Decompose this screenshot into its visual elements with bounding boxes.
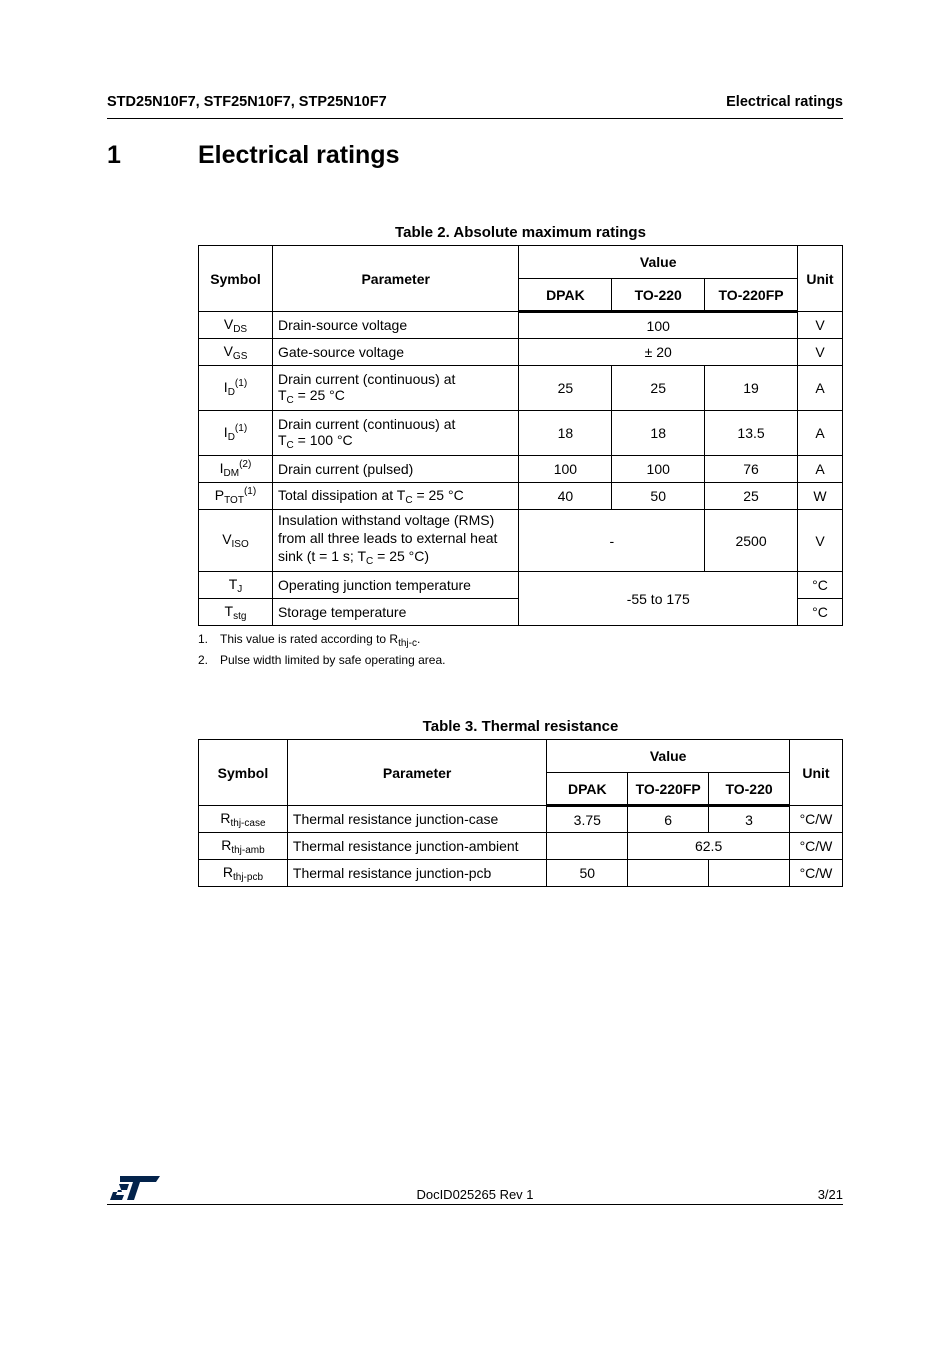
col-symbol: Symbol <box>199 246 273 312</box>
section-number: 1 <box>107 141 121 169</box>
symbol-cell: $R_{thj-case}$ <box>199 806 288 833</box>
table-row <box>199 860 843 887</box>
note-item: 2. Pulse width limited by safe operating area. <box>198 653 446 667</box>
parameter-cell: Operating junction temperature <box>272 572 519 599</box>
table-notes <box>198 632 445 674</box>
col-parameter: Parameter <box>272 246 519 312</box>
parameter-cell: Insulation withstand voltage (RMS) from all three leads to external heat sink (t = 1 s; $T_C = 25$ °C) <box>272 510 519 572</box>
header-section: Electrical ratings <box>726 94 843 110</box>
unit-cell: A <box>797 411 842 456</box>
value-cell: 25 <box>519 366 612 411</box>
value-cell: 62.5 <box>628 833 790 860</box>
table-row <box>199 483 843 510</box>
unit-cell: A <box>797 366 842 411</box>
value-cell: 2500 <box>705 510 798 572</box>
parameter-cell: Thermal resistance junction-ambient <box>287 833 546 860</box>
thermal-resistance-table <box>198 739 843 887</box>
value-cell: 50 <box>547 860 628 887</box>
value-cell: 18 <box>612 411 705 456</box>
doc-id: DocID025265 Rev 1 <box>416 1187 534 1202</box>
table-row <box>199 833 843 860</box>
col-unit: Unit <box>797 246 842 312</box>
col-dpak: DPAK <box>547 773 628 806</box>
col-dpak: DPAK <box>519 279 612 312</box>
value-cell: -55 to 175 <box>519 572 798 626</box>
value-cell: 25 <box>612 366 705 411</box>
symbol-cell: $V_{GS}$ <box>199 339 273 366</box>
value-cell: 3 <box>709 806 790 833</box>
value-cell: 19 <box>705 366 798 411</box>
symbol-cell: $V_{ISO}$ <box>199 510 273 572</box>
table-row <box>199 366 843 411</box>
table-row <box>199 806 843 833</box>
unit-cell: V <box>797 339 842 366</box>
symbol-cell: $T_J$ <box>199 572 273 599</box>
col-parameter: Parameter <box>287 740 546 806</box>
unit-cell: W <box>797 483 842 510</box>
section-title: Electrical ratings <box>198 141 400 169</box>
col-value: Value <box>519 246 798 279</box>
table-row <box>199 572 843 599</box>
table-row <box>199 312 843 339</box>
col-symbol: Symbol <box>199 740 288 806</box>
symbol-cell: $R_{thj-pcb}$ <box>199 860 288 887</box>
value-cell: 40 <box>519 483 612 510</box>
table-row <box>199 411 843 456</box>
unit-cell: A <box>797 456 842 483</box>
value-cell: 76 <box>705 456 798 483</box>
table-header-row <box>199 740 843 773</box>
symbol-cell: $P_{TOT}^{(1)}$ <box>199 483 273 510</box>
table-row <box>199 339 843 366</box>
absolute-max-ratings-table <box>198 245 843 626</box>
value-cell: 13.5 <box>705 411 798 456</box>
table3-caption: Table 3. Thermal resistance <box>422 718 619 735</box>
col-to220fp: TO-220FP <box>705 279 798 312</box>
symbol-cell: $I_D^{(1)}$ <box>199 366 273 411</box>
unit-cell: °C/W <box>789 806 842 833</box>
parameter-cell: Drain current (continuous) at $T_C = 25$ °C <box>272 366 519 411</box>
unit-cell: V <box>797 312 842 339</box>
table-header-row <box>199 246 843 279</box>
value-cell <box>709 860 790 887</box>
symbol-cell: $R_{thj-amb}$ <box>199 833 288 860</box>
symbol-cell: $V_{DS}$ <box>199 312 273 339</box>
value-cell: 18 <box>519 411 612 456</box>
col-unit: Unit <box>789 740 842 806</box>
note-item: 1. This value is rated according to $R_{thj-c}$. <box>198 632 421 649</box>
symbol-cell: $T_{stg}$ <box>199 599 273 626</box>
header-title: STD25N10F7, STF25N10F7, STP25N10F7 <box>107 94 387 110</box>
header-rule <box>107 118 843 119</box>
table-row <box>199 510 843 572</box>
col-to220: TO-220 <box>612 279 705 312</box>
value-cell: - <box>519 510 705 572</box>
col-to220fp: TO-220FP <box>628 773 709 806</box>
value-cell: 100 <box>519 312 798 339</box>
unit-cell: V <box>797 510 842 572</box>
symbol-cell: $I_{DM}^{(2)}$ <box>199 456 273 483</box>
parameter-cell: Drain current (pulsed) <box>272 456 519 483</box>
value-cell: 3.75 <box>547 806 628 833</box>
table-row <box>199 456 843 483</box>
value-cell: ± 20 <box>519 339 798 366</box>
value-cell: 100 <box>612 456 705 483</box>
unit-cell: °C <box>797 599 842 626</box>
table2-caption: Table 2. Absolute maximum ratings <box>395 224 646 241</box>
footer-rule <box>107 1204 843 1205</box>
symbol-cell: $I_D^{(1)}$ <box>199 411 273 456</box>
parameter-cell: Thermal resistance junction-case <box>287 806 546 833</box>
value-cell: 6 <box>628 806 709 833</box>
page-number: 3/21 <box>817 1187 843 1202</box>
parameter-cell: Drain current (continuous) at $T_C = 100$ °C <box>272 411 519 456</box>
col-value: Value <box>547 740 790 773</box>
parameter-cell: Gate-source voltage <box>272 339 519 366</box>
value-cell: 50 <box>612 483 705 510</box>
parameter-cell: Drain-source voltage <box>272 312 519 339</box>
unit-cell: °C/W <box>789 833 842 860</box>
parameter-cell: Storage temperature <box>272 599 519 626</box>
value-cell <box>547 833 628 860</box>
value-cell: 25 <box>705 483 798 510</box>
unit-cell: °C/W <box>789 860 842 887</box>
col-to220: TO-220 <box>709 773 790 806</box>
parameter-cell: Thermal resistance junction-pcb <box>287 860 546 887</box>
unit-cell: °C <box>797 572 842 599</box>
value-cell: 100 <box>519 456 612 483</box>
value-cell <box>628 860 709 887</box>
parameter-cell: Total dissipation at $T_C = 25$ °C <box>272 483 519 510</box>
